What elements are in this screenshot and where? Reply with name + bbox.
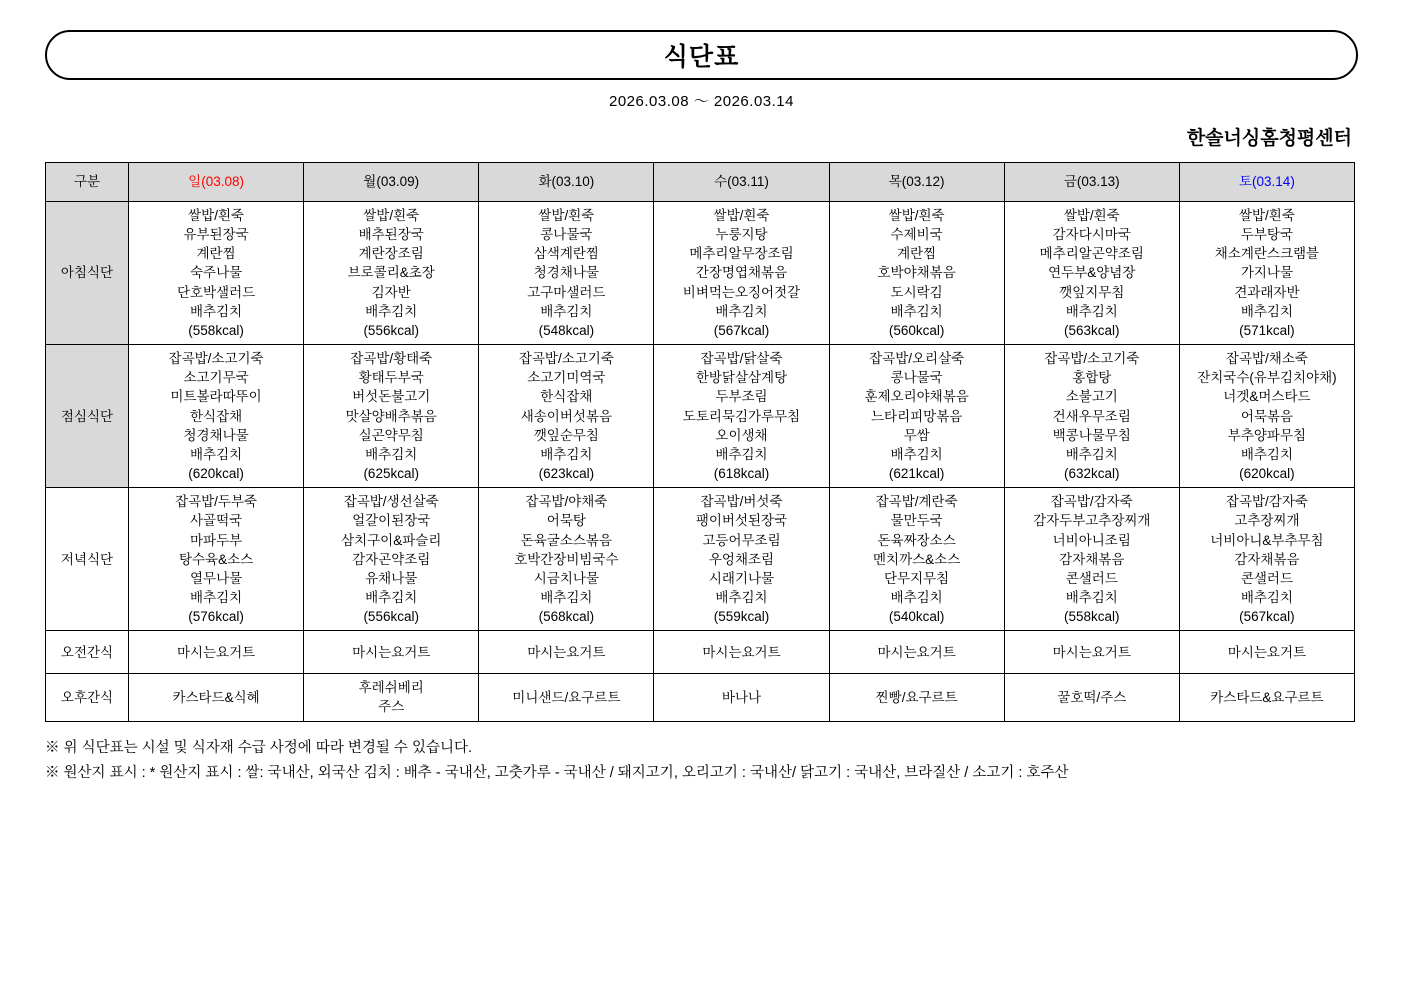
- menu-item: 배추김치: [715, 589, 768, 605]
- menu-item: 단무지무침: [884, 570, 950, 586]
- note-line: ※ 원산지 표시 : * 원산지 표시 : 쌀: 국내산, 외국산 김치 : 배추 - 국내산, 고춧가루 - 국내산 / 돼지고기, 오리고기 : 국내산/ 닭고기 : 국내산, 브라질산 / 소고기 : 호주산: [45, 764, 1069, 781]
- table-row: [46, 674, 1355, 721]
- menu-item: 삼치구이&파슬리: [341, 532, 442, 548]
- menu-item: 너겟&머스타드: [1223, 389, 1311, 405]
- menu-item: 배추김치: [890, 446, 943, 462]
- menu-item: 잡곡밥/감자죽: [1225, 494, 1308, 510]
- column-header-day: 목(03.12): [829, 163, 1004, 202]
- menu-item: 김자반: [371, 284, 411, 300]
- menu-item: 배추김치: [365, 589, 418, 605]
- table-row: [46, 345, 1355, 488]
- menu-item: 콘샐러드: [1240, 570, 1293, 586]
- menu-item: 마시는요거트: [1052, 644, 1131, 660]
- menu-item: 열무나물: [189, 570, 243, 586]
- menu-item: (548kcal): [538, 322, 595, 338]
- menu-item: 배추김치: [365, 303, 418, 319]
- table-row: [46, 488, 1355, 631]
- menu-item: 배추김치: [1240, 303, 1293, 319]
- menu-cell: [304, 345, 479, 488]
- menu-item: 마시는요거트: [352, 644, 431, 660]
- menu-item: 고등어무조림: [702, 532, 781, 548]
- menu-item: 배추김치: [189, 303, 243, 319]
- menu-item: 깻잎순무침: [533, 427, 599, 443]
- menu-cell: [1179, 674, 1354, 721]
- date-range: 2026.03.08 ～ 2026.03.14: [609, 93, 794, 110]
- menu-cell: [479, 202, 654, 345]
- menu-item: 배추김치: [540, 446, 593, 462]
- menu-item: 쌀밥/흰죽: [363, 208, 420, 223]
- menu-item: 계란찜: [897, 246, 937, 262]
- menu-item: (625kcal): [363, 466, 419, 482]
- center-name: 한솔너싱홈청평센터: [1186, 128, 1352, 149]
- menu-cell: [654, 488, 829, 631]
- menu-item: 배추김치: [890, 589, 943, 605]
- menu-item: 마시는요거트: [877, 644, 956, 660]
- row-label: 아침식단: [46, 202, 129, 345]
- row-label: 오전간식: [46, 631, 129, 674]
- menu-cell: [1179, 488, 1354, 631]
- menu-item: 간장명엽채볶음: [695, 265, 788, 281]
- menu-item: (560kcal): [888, 322, 945, 338]
- menu-item: 우엉채조림: [708, 551, 775, 567]
- menu-item: (620kcal): [188, 466, 244, 482]
- menu-item: (623kcal): [538, 466, 595, 482]
- menu-item: (620kcal): [1239, 466, 1295, 482]
- menu-item: 콘샐러드: [1065, 570, 1118, 586]
- column-header-day: 토(03.14): [1179, 163, 1354, 202]
- table-row: [46, 202, 1355, 345]
- menu-item: (568kcal): [538, 609, 595, 625]
- menu-item: 청경채나물: [533, 265, 599, 281]
- menu-cell: [829, 631, 1004, 674]
- menu-item: 미니샌드/요구르트: [512, 689, 621, 705]
- table-header-row: [46, 163, 1355, 202]
- column-header-day: 일(03.08): [129, 163, 304, 202]
- menu-item: 시금치나물: [533, 570, 599, 586]
- menu-item: 너비아니조림: [1052, 532, 1131, 548]
- menu-item: 어묵탕: [546, 513, 586, 529]
- column-header-day: 화(03.10): [479, 163, 654, 202]
- menu-item: (558kcal): [1064, 609, 1120, 625]
- menu-cell: [654, 674, 829, 721]
- menu-cell: [304, 488, 479, 631]
- menu-cell: [654, 202, 829, 345]
- menu-item: (632kcal): [1064, 466, 1120, 482]
- menu-item: (567kcal): [1239, 609, 1295, 625]
- menu-item: 잔치국수(유부김치야채): [1197, 370, 1337, 386]
- menu-item: 비벼먹는오징어젓갈: [682, 284, 801, 300]
- menu-cell: [479, 345, 654, 488]
- menu-item: 잡곡밥/생선살죽: [343, 494, 439, 510]
- menu-cell: [1004, 202, 1179, 345]
- menu-item: (567kcal): [713, 322, 770, 338]
- menu-item: 콩나물국: [540, 227, 593, 243]
- row-label: 저녁식단: [46, 488, 129, 631]
- menu-item: 배추김치: [715, 303, 768, 319]
- menu-item: 어묵볶음: [1240, 408, 1293, 424]
- menu-item: 부추양파무침: [1227, 427, 1307, 443]
- menu-item: 메추리알무장조림: [689, 246, 794, 262]
- menu-item: 잡곡밥/야채죽: [525, 494, 608, 510]
- menu-item: (558kcal): [188, 322, 244, 338]
- menu-item: 후레쉬베리: [358, 680, 424, 696]
- menu-item: 잡곡밥/오리살죽: [869, 351, 965, 367]
- column-header-label: 구분: [46, 163, 129, 202]
- menu-item: 잡곡밥/소고기죽: [1044, 351, 1140, 367]
- menu-item: 물만두국: [890, 513, 943, 529]
- menu-table: [45, 162, 1355, 722]
- menu-item: (540kcal): [888, 609, 945, 625]
- title-box: [45, 30, 1358, 80]
- menu-item: 수제비국: [890, 227, 943, 243]
- menu-item: 바나나: [721, 689, 762, 705]
- menu-item: 도시락김: [890, 284, 943, 300]
- menu-item: 쌀밥/흰죽: [713, 208, 770, 223]
- column-header-day: 금(03.13): [1004, 163, 1179, 202]
- menu-item: 한식잡채: [540, 389, 593, 405]
- menu-item: 배추김치: [1240, 446, 1293, 462]
- menu-item: 잡곡밥/소고기죽: [518, 351, 614, 367]
- menu-item: 브로콜리&초장: [347, 265, 435, 281]
- menu-cell: [129, 631, 304, 674]
- menu-item: 잡곡밥/채소죽: [1225, 351, 1308, 367]
- menu-item: 탕수육&소스: [178, 551, 254, 567]
- menu-item: 청경채나물: [183, 427, 249, 443]
- menu-item: 견과래자반: [1234, 284, 1300, 300]
- menu-item: 소고기미역국: [527, 370, 606, 386]
- menu-item: 호박야채볶음: [877, 265, 956, 281]
- menu-cell: [129, 202, 304, 345]
- menu-item: 두부조림: [715, 389, 768, 405]
- menu-item: 배추김치: [365, 446, 418, 462]
- menu-cell: [1004, 631, 1179, 674]
- menu-item: 유부된장국: [183, 227, 249, 243]
- menu-item: 쌀밥/흰죽: [888, 208, 945, 223]
- menu-item: 황태두부국: [358, 370, 424, 386]
- menu-item: 소고기무국: [183, 370, 249, 386]
- menu-item: 고구마샐러드: [527, 284, 606, 300]
- menu-item: 느타리피망볶음: [870, 408, 963, 424]
- menu-cell: [1004, 345, 1179, 488]
- menu-cell: [479, 631, 654, 674]
- row-label: 오후간식: [46, 674, 129, 721]
- menu-cell: [829, 345, 1004, 488]
- menu-cell: [654, 631, 829, 674]
- menu-item: 배추김치: [1065, 303, 1118, 319]
- menu-cell: [1004, 488, 1179, 631]
- menu-item: 단호박샐러드: [176, 284, 256, 300]
- menu-item: 실곤약무침: [358, 427, 424, 443]
- menu-cell: [129, 674, 304, 721]
- menu-item: 쌀밥/흰죽: [538, 208, 595, 223]
- menu-item: 쌀밥/흰죽: [1063, 208, 1120, 223]
- menu-item: 마시는요거트: [1227, 644, 1307, 660]
- menu-item: 사골떡국: [189, 513, 243, 529]
- menu-item: 도토리묵김가루무침: [682, 408, 801, 424]
- notes-block: [45, 736, 1358, 787]
- menu-item: 얼갈이된장국: [352, 513, 431, 529]
- menu-item: 꿀호떡/주스: [1057, 689, 1127, 705]
- column-header-day: 월(03.09): [304, 163, 479, 202]
- menu-item: 무쌈: [903, 427, 930, 443]
- menu-item: 숙주나물: [189, 265, 243, 281]
- menu-item: 주스: [378, 699, 405, 715]
- menu-item: 계란장조림: [358, 246, 424, 262]
- menu-item: 배추된장국: [358, 227, 424, 243]
- menu-item: 유채나물: [365, 570, 418, 586]
- menu-item: 잡곡밥/계란죽: [875, 494, 958, 510]
- menu-item: 호박간장비빔국수: [514, 551, 619, 567]
- menu-item: 돈육굴소스볶음: [520, 532, 612, 548]
- menu-item: 배추김치: [1065, 589, 1118, 605]
- menu-item: (559kcal): [713, 609, 770, 625]
- menu-cell: [829, 202, 1004, 345]
- menu-item: 배추김치: [189, 589, 243, 605]
- menu-item: 감자두부고추장찌개: [1033, 513, 1151, 529]
- menu-item: 배추김치: [540, 303, 593, 319]
- menu-item: 배추김치: [890, 303, 943, 319]
- menu-cell: [1004, 674, 1179, 721]
- menu-item: 잡곡밥/두부죽: [175, 494, 258, 510]
- table-row: [46, 631, 1355, 674]
- menu-item: 배추김치: [540, 589, 593, 605]
- menu-cell: [304, 202, 479, 345]
- menu-item: 소불고기: [1065, 389, 1118, 405]
- column-header-day: 수(03.11): [654, 163, 829, 202]
- menu-item: 오이생채: [715, 427, 768, 443]
- menu-item: 감자곤약조림: [352, 551, 431, 567]
- menu-item: 쌀밥/흰죽: [1238, 208, 1295, 223]
- menu-item: 새송이버섯볶음: [520, 408, 612, 424]
- menu-cell: [304, 674, 479, 721]
- menu-item: 감자채볶음: [1234, 551, 1300, 567]
- menu-item: 마파두부: [189, 532, 243, 548]
- menu-item: 찐빵/요구르트: [875, 689, 958, 705]
- menu-item: 돈육짜장소스: [877, 532, 956, 548]
- menu-item: 콩나물국: [890, 370, 943, 386]
- menu-cell: [129, 488, 304, 631]
- menu-item: 버섯돈불고기: [352, 389, 431, 405]
- menu-item: (556kcal): [363, 609, 419, 625]
- menu-item: 잡곡밥/황태죽: [350, 351, 433, 367]
- menu-item: 두부탕국: [1240, 227, 1293, 243]
- menu-item: 잡곡밥/소고기죽: [168, 351, 264, 367]
- menu-item: 홍합탕: [1072, 370, 1112, 386]
- menu-item: 누룽지탕: [715, 227, 768, 243]
- menu-item: 건새우무조림: [1052, 408, 1131, 424]
- menu-item: 삼색계란찜: [533, 246, 599, 262]
- menu-cell: [1179, 345, 1354, 488]
- menu-item: 마시는요거트: [176, 644, 256, 660]
- menu-cell: [479, 674, 654, 721]
- menu-item: 마시는요거트: [702, 644, 781, 660]
- menu-item: 미트볼라따뚜이: [170, 389, 262, 405]
- menu-item: 시래기나물: [708, 570, 775, 586]
- menu-item: 메추리알곤약조림: [1039, 246, 1144, 262]
- menu-item: 백콩나물무침: [1052, 427, 1131, 443]
- row-label: 점심식단: [46, 345, 129, 488]
- menu-cell: [304, 631, 479, 674]
- menu-item: 배추김치: [189, 446, 243, 462]
- menu-item: 한방닭살삼계탕: [695, 370, 788, 386]
- menu-cell: [829, 488, 1004, 631]
- menu-item: (571kcal): [1239, 322, 1295, 338]
- menu-item: 팽이버섯된장국: [695, 513, 788, 529]
- menu-item: 깻잎지무침: [1059, 284, 1125, 300]
- menu-item: 계란찜: [196, 246, 236, 262]
- menu-item: (563kcal): [1064, 322, 1120, 338]
- menu-item: 맛살양배추볶음: [345, 408, 437, 424]
- menu-item: (556kcal): [363, 322, 419, 338]
- menu-item: 감자다시마국: [1052, 227, 1131, 243]
- menu-item: 쌀밥/흰죽: [188, 208, 245, 223]
- menu-item: 카스타드&요구르트: [1210, 689, 1324, 705]
- menu-item: 카스타드&식혜: [172, 689, 260, 705]
- menu-item: 배추김치: [1065, 446, 1118, 462]
- menu-cell: [1179, 202, 1354, 345]
- menu-item: (618kcal): [713, 466, 770, 482]
- menu-cell: [654, 345, 829, 488]
- menu-item: 가지나물: [1240, 265, 1293, 281]
- menu-item: 훈제오리야채볶음: [864, 389, 969, 405]
- menu-item: 마시는요거트: [527, 644, 606, 660]
- menu-item: (621kcal): [888, 466, 945, 482]
- menu-item: 배추김치: [1240, 589, 1293, 605]
- menu-item: 채소계란스크램블: [1214, 246, 1320, 262]
- menu-item: 한식잡채: [189, 408, 243, 424]
- menu-item: 감자채볶음: [1059, 551, 1125, 567]
- menu-item: 연두부&양념장: [1048, 265, 1136, 281]
- menu-cell: [829, 674, 1004, 721]
- menu-item: 잡곡밥/감자죽: [1050, 494, 1133, 510]
- menu-item: 고추장찌개: [1234, 513, 1300, 529]
- menu-item: 잡곡밥/버섯죽: [700, 494, 783, 510]
- menu-item: 잡곡밥/닭살죽: [700, 351, 783, 367]
- menu-cell: [479, 488, 654, 631]
- menu-item: 멘치까스&소스: [873, 551, 961, 567]
- menu-cell: [129, 345, 304, 488]
- menu-cell: [1179, 631, 1354, 674]
- menu-item: 배추김치: [715, 446, 768, 462]
- menu-item: (576kcal): [188, 609, 244, 625]
- menu-item: 너비아니&부추무침: [1210, 532, 1324, 548]
- note-line: ※ 위 식단표는 시설 및 식자재 수급 사정에 따라 변경될 수 있습니다.: [45, 739, 473, 756]
- page-title: 식단표: [663, 43, 740, 71]
